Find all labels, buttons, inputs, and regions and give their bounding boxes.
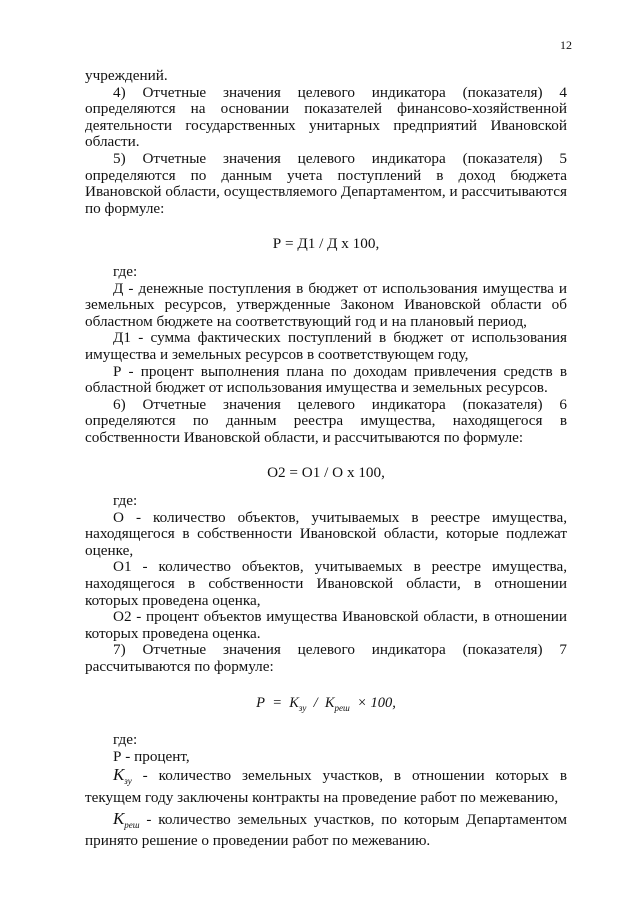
formula-3-tail: × 100, [357,694,396,711]
formula-3-div: / [313,694,318,711]
formula-3-sub-zu: зу [298,702,307,713]
formula-3-eq: = [272,694,283,711]
definition-d1: Д1 - сумма фактических поступлений в бюджет от использования имущества и земельных ресурсов в соответствующем году, [85,329,567,363]
definition-d: Д - денежные поступления в бюджет от использования имущества и земельных ресурсов, утвержденные Законом Ивановской области об областном бюджете на соответствующий год и на плановый период, [85,279,567,330]
formula-3-lhs: Р [256,694,265,711]
where-label-1: где: [113,262,138,280]
kzu-subscript: зу [124,776,132,787]
paragraph-item-7: 7) Отчетные значения целевого индикатора (показателя) 7 рассчитываются по формуле: [85,641,567,675]
kzu-symbol: К [113,765,125,785]
where-label-2: где: [113,492,138,510]
paragraph-item-4: 4) Отчетные значения целевого индикатора (показателя) 4 определяются на основании показателей финансово-хозяйственной деятельности государственных унитарных предприятий Ивановской области. [85,83,567,151]
formula-3-k1: К [289,694,299,711]
formula-1: Р = Д1 / Д х 100, [272,235,380,253]
formula-3-k2: К [324,694,335,711]
formula-3 [85,695,567,717]
definition-kresh [85,808,567,850]
kresh-subscript: реш [124,819,140,830]
kresh-definition-text: - количество земельных участков, по которым Департаментом принято решение о проведении работ по межеванию. [85,810,567,850]
paragraph-continuation: учреждений. [85,67,168,84]
definition-p: Р - процент выполнения плана по доходам привлечения средств в областной бюджет от использования имущества и земельных ресурсов. [85,362,567,397]
page-number: 12 [560,38,572,52]
definition-o: О - количество объектов, учитываемых в реестре имущества, находящегося в собственности Ивановской области, которые подлежат оценке, [85,508,567,559]
kzu-definition-text: - количество земельных участков, в отношении которых в текущем году заключены контракты на проведение работ по межеванию, [85,767,567,806]
definition-o2: О2 - процент объектов имущества Ивановской области, в отношении которых проведена оценка. [85,608,567,642]
kresh-symbol: К [113,808,125,828]
formula-2: О2 = О1 / О х 100, [267,464,385,482]
formula-3-sub-resh: реш [334,702,350,713]
document-body [85,68,567,850]
definition-p2: Р - процент, [113,747,190,765]
paragraph-item-6: 6) Отчетные значения целевого индикатора (показателя) 6 определяются по данным реестра имущества, находящегося в собственности Ивановской области, и рассчитываются по формуле: [85,395,567,446]
where-label-3: где: [113,731,138,749]
paragraph-item-5: 5) Отчетные значения целевого индикатора (показателя) 5 определяются по данным учета поступлений в доход бюджета Ивановской области, осуществляемого Департаментом, и рассчитываются по формуле: [85,149,567,217]
definition-o1: О1 - количество объектов, учитываемых в реестре имущества, находящегося в собственности Ивановской области, в отношении которых проведена оценка, [85,558,567,609]
definition-kzu [85,767,567,806]
